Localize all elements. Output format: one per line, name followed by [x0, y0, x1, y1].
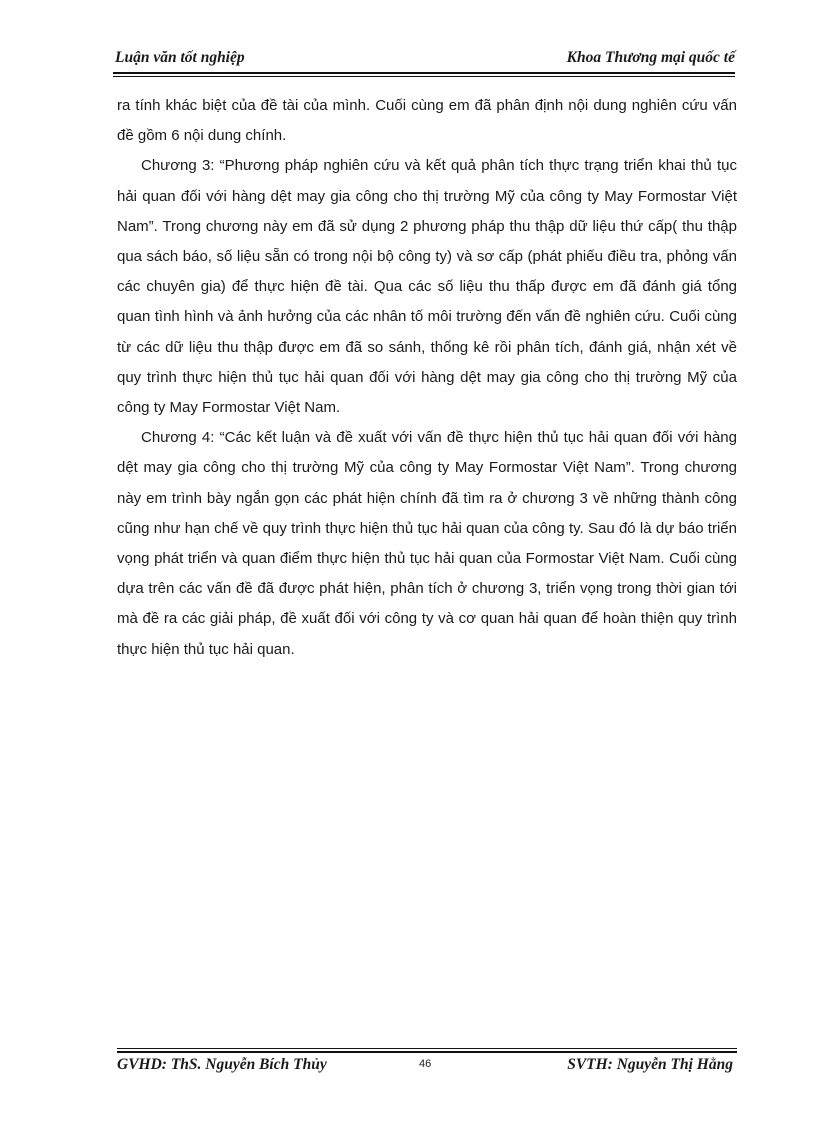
header-thesis-title: Luận văn tốt nghiệp	[115, 49, 245, 66]
footer-supervisor: GVHD: ThS. Nguyễn Bích Thủy	[117, 1056, 327, 1073]
header-rule-thick	[113, 72, 735, 74]
footer-student: SVTH: Nguyễn Thị Hằng	[567, 1056, 733, 1073]
page-footer	[117, 1054, 737, 1078]
page-header	[113, 47, 735, 71]
paragraph-chapter-4: Chương 4: “Các kết luận và đề xuất với vấn đề thực hiện thủ tục hải quan đối với hàng dệt may gia công cho thị trường Mỹ của công ty May Formostar Việt Nam”. Trong chương này em trình bày ngắn gọn các phát hiện chính đã tìm ra ở chương 3 về những thành công cũng như hạn chế về quy trình thực hiện thủ tục hải quan của công ty. Sau đó là dự báo triển vọng phát triển và quan điểm thực hiện thủ tục hải quan của Formostar Việt Nam. Cuối cùng dựa trên các vấn đề đã được phát hiện, phân tích ở chương 3, triển vọng trong thời gian tới mà đề ra các giải pháp, đề xuất đối với công ty và cơ quan hải quan để hoàn thiện quy trình thực hiện thủ tục hải quan.	[117, 429, 737, 658]
footer-rule-thin	[117, 1048, 737, 1049]
paragraph-intro-continued: ra tính khác biệt của đề tài của mình. Cuối cùng em đã phân định nội dung nghiên cứu vấn đề gồm 6 nội dung chính.	[117, 97, 737, 145]
footer-rule-thick	[117, 1051, 737, 1053]
header-faculty: Khoa Thương mại quốc tế	[566, 49, 735, 66]
header-rule-thin	[113, 76, 735, 77]
body-text	[117, 91, 737, 665]
page-number: 46	[419, 1058, 432, 1070]
paragraph-chapter-3: Chương 3: “Phương pháp nghiên cứu và kết quả phân tích thực trạng triển khai thủ tục hải quan đối với hàng dệt may gia công cho thị trường Mỹ của công ty May Formostar Việt Nam”. Trong chương này em đã sử dụng 2 phương pháp thu thập dữ liệu thứ cấp( thu thập qua sách báo, số liệu sẵn có trong nội bộ công ty) và sơ cấp (phát phiếu điều tra, phỏng vấn các chuyên gia) để thực hiện đề tài. Qua các số liệu thu thấp được em đã đánh giá tổng quan tình hình và ảnh hưởng của các nhân tố môi trường đến vấn đề nghiên cứu. Cuối cùng từ các dữ liệu thu thập được em đã so sánh, thống kê rồi phân tích, đánh giá, nhận xét về quy trình thực hiện thủ tục hải quan đối với hàng dệt may gia công cho thị trường Mỹ của công ty May Formostar Việt Nam.	[117, 157, 737, 417]
